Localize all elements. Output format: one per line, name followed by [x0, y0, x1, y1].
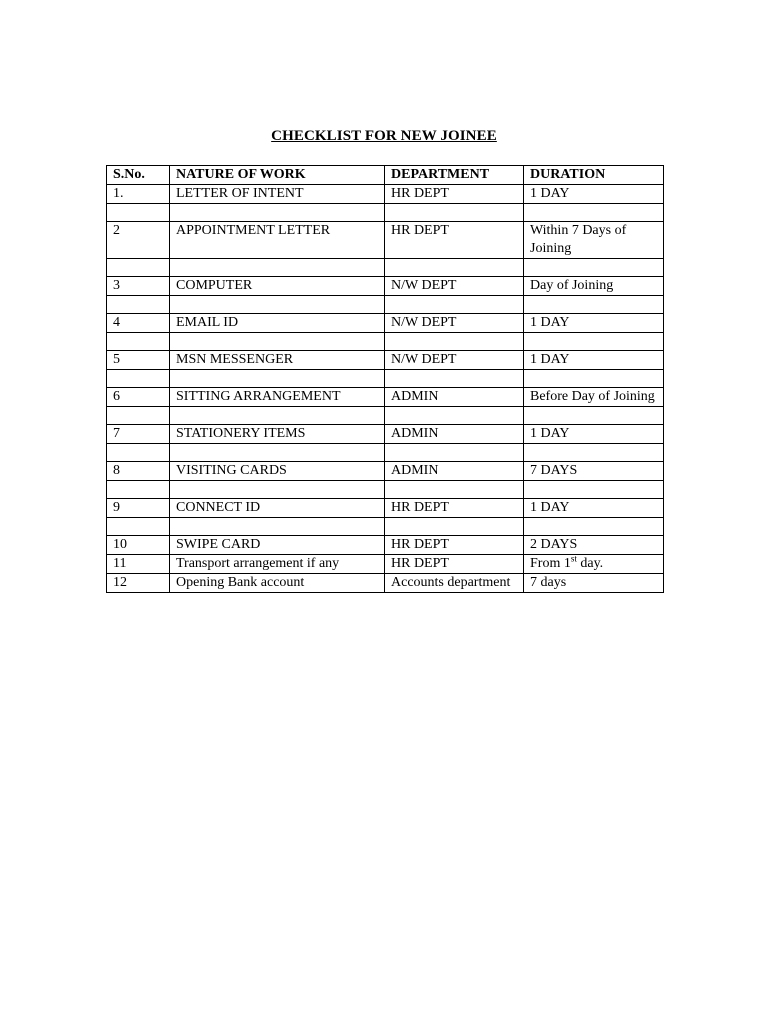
- column-header-nature-of-work: NATURE OF WORK: [170, 166, 385, 185]
- empty-cell: [524, 407, 664, 425]
- empty-cell: [385, 518, 524, 536]
- cell-duration: 1 DAY: [524, 314, 664, 333]
- cell-duration: 7 DAYS: [524, 462, 664, 481]
- table-spacer-row: [107, 444, 664, 462]
- cell-duration: [524, 555, 664, 574]
- cell-department: HR DEPT: [385, 185, 524, 204]
- table-row: [107, 499, 664, 518]
- empty-cell: [107, 296, 170, 314]
- cell-duration: Day of Joining: [524, 277, 664, 296]
- cell-sno: 5: [107, 351, 170, 370]
- cell-sno: 8: [107, 462, 170, 481]
- empty-cell: [385, 333, 524, 351]
- cell-sno: 3: [107, 277, 170, 296]
- table-spacer-row: [107, 370, 664, 388]
- table-row: [107, 185, 664, 204]
- cell-duration: 7 days: [524, 574, 664, 593]
- page-title: CHECKLIST FOR NEW JOINEE: [271, 128, 497, 144]
- cell-department: N/W DEPT: [385, 314, 524, 333]
- empty-cell: [385, 259, 524, 277]
- table-row: [107, 574, 664, 593]
- empty-cell: [170, 481, 385, 499]
- cell-sno: 10: [107, 536, 170, 555]
- column-header-sno: S.No.: [107, 166, 170, 185]
- cell-department: N/W DEPT: [385, 277, 524, 296]
- table-spacer-row: [107, 407, 664, 425]
- empty-cell: [385, 204, 524, 222]
- empty-cell: [170, 407, 385, 425]
- empty-cell: [107, 481, 170, 499]
- empty-cell: [385, 444, 524, 462]
- empty-cell: [524, 204, 664, 222]
- duration-text: From 1: [530, 556, 571, 571]
- cell-nature-of-work: SITTING ARRANGEMENT: [170, 388, 385, 407]
- cell-nature-of-work: COMPUTER: [170, 277, 385, 296]
- duration-text-suffix: day.: [576, 556, 604, 571]
- table-row: [107, 536, 664, 555]
- cell-department: ADMIN: [385, 425, 524, 444]
- table-row: [107, 351, 664, 370]
- cell-department: ADMIN: [385, 388, 524, 407]
- empty-cell: [524, 444, 664, 462]
- empty-cell: [170, 204, 385, 222]
- table-spacer-row: [107, 333, 664, 351]
- column-header-duration: DURATION: [524, 166, 664, 185]
- empty-cell: [524, 370, 664, 388]
- empty-cell: [107, 518, 170, 536]
- empty-cell: [385, 370, 524, 388]
- table-header-row: [107, 166, 664, 185]
- table-body: [107, 185, 664, 593]
- empty-cell: [170, 296, 385, 314]
- empty-cell: [107, 333, 170, 351]
- empty-cell: [107, 204, 170, 222]
- empty-cell: [170, 518, 385, 536]
- table-row: [107, 277, 664, 296]
- empty-cell: [107, 407, 170, 425]
- table-row: [107, 425, 664, 444]
- cell-nature-of-work: SWIPE CARD: [170, 536, 385, 555]
- empty-cell: [524, 296, 664, 314]
- empty-cell: [385, 481, 524, 499]
- cell-nature-of-work: APPOINTMENT LETTER: [170, 222, 385, 259]
- cell-department: HR DEPT: [385, 499, 524, 518]
- table-spacer-row: [107, 204, 664, 222]
- cell-duration: Before Day of Joining: [524, 388, 664, 407]
- empty-cell: [385, 296, 524, 314]
- empty-cell: [170, 444, 385, 462]
- empty-cell: [524, 333, 664, 351]
- cell-sno: 6: [107, 388, 170, 407]
- cell-sno: 12: [107, 574, 170, 593]
- empty-cell: [524, 259, 664, 277]
- cell-sno: 1.: [107, 185, 170, 204]
- table-spacer-row: [107, 518, 664, 536]
- empty-cell: [170, 333, 385, 351]
- cell-department: ADMIN: [385, 462, 524, 481]
- empty-cell: [524, 481, 664, 499]
- empty-cell: [107, 444, 170, 462]
- duration-ordinal-suffix: st: [570, 554, 577, 564]
- empty-cell: [170, 259, 385, 277]
- cell-nature-of-work: Transport arrangement if any: [170, 555, 385, 574]
- cell-department: HR DEPT: [385, 222, 524, 259]
- cell-duration: Within 7 Days of Joining: [524, 222, 664, 259]
- cell-nature-of-work: Opening Bank account: [170, 574, 385, 593]
- cell-duration: 2 DAYS: [524, 536, 664, 555]
- empty-cell: [385, 407, 524, 425]
- cell-department: HR DEPT: [385, 536, 524, 555]
- table-row: [107, 222, 664, 259]
- cell-duration: 1 DAY: [524, 351, 664, 370]
- checklist-table: [106, 165, 664, 593]
- empty-cell: [524, 518, 664, 536]
- table-spacer-row: [107, 296, 664, 314]
- table-spacer-row: [107, 481, 664, 499]
- column-header-department: DEPARTMENT: [385, 166, 524, 185]
- cell-nature-of-work: LETTER OF INTENT: [170, 185, 385, 204]
- empty-cell: [107, 370, 170, 388]
- cell-duration: 1 DAY: [524, 499, 664, 518]
- cell-sno: 4: [107, 314, 170, 333]
- cell-department: HR DEPT: [385, 555, 524, 574]
- cell-sno: 11: [107, 555, 170, 574]
- cell-nature-of-work: EMAIL ID: [170, 314, 385, 333]
- table-spacer-row: [107, 259, 664, 277]
- table-row: [107, 555, 664, 574]
- cell-nature-of-work: CONNECT ID: [170, 499, 385, 518]
- table-row: [107, 388, 664, 407]
- empty-cell: [170, 370, 385, 388]
- cell-sno: 7: [107, 425, 170, 444]
- cell-sno: 9: [107, 499, 170, 518]
- empty-cell: [107, 259, 170, 277]
- table-row: [107, 314, 664, 333]
- cell-nature-of-work: VISITING CARDS: [170, 462, 385, 481]
- cell-duration: 1 DAY: [524, 425, 664, 444]
- cell-nature-of-work: STATIONERY ITEMS: [170, 425, 385, 444]
- cell-sno: 2: [107, 222, 170, 259]
- cell-department: N/W DEPT: [385, 351, 524, 370]
- table-row: [107, 462, 664, 481]
- cell-duration: 1 DAY: [524, 185, 664, 204]
- cell-department: Accounts department: [385, 574, 524, 593]
- cell-nature-of-work: MSN MESSENGER: [170, 351, 385, 370]
